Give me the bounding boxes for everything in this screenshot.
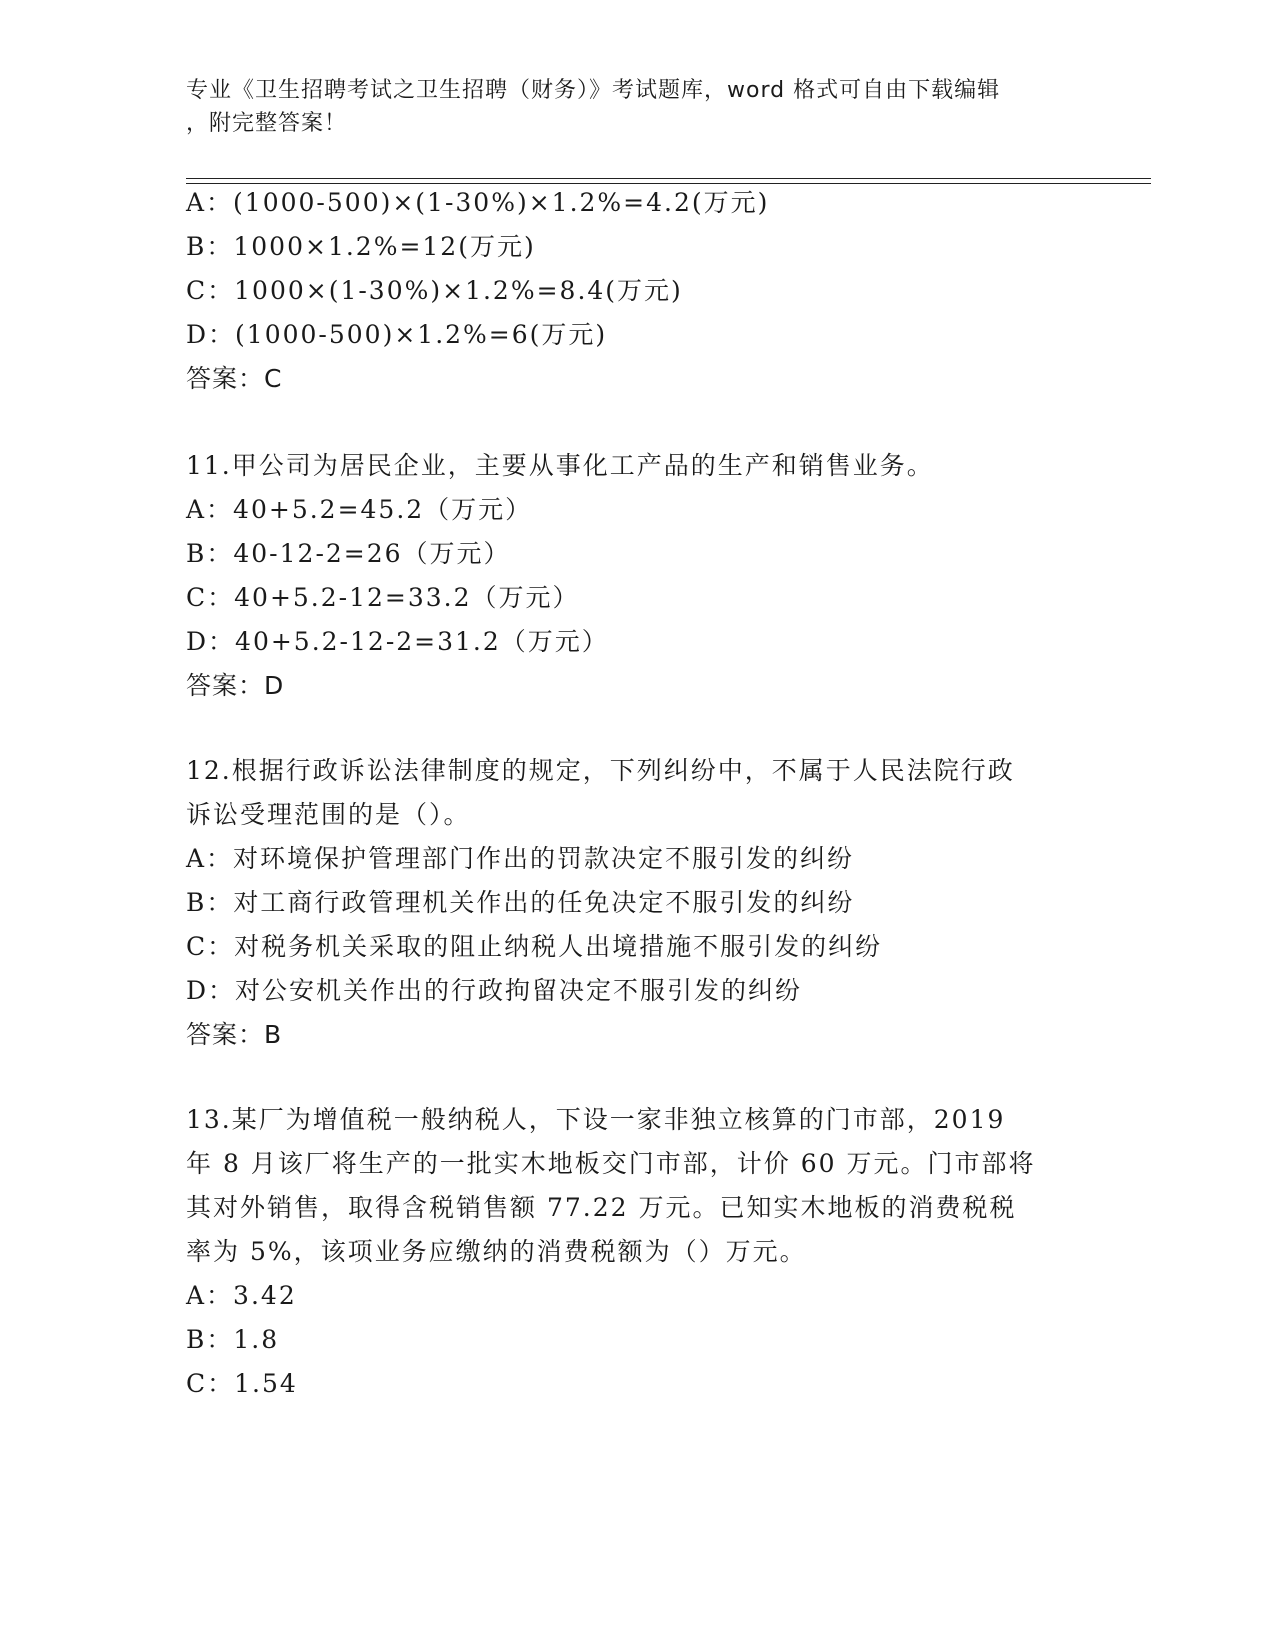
header-line-2: ，附完整答案！ — [186, 111, 348, 136]
q13-stem-line-3: 其对外销售，取得含税销售额 77.22 万元。已知实木地板的消费税税 — [186, 1193, 1017, 1222]
q10-option-a: A：(1000-500)×(1-30%)×1.2%=4.2(万元) — [186, 188, 770, 217]
header-line-1: 专业《卫生招聘考试之卫生招聘（财务）》考试题库，word 格式可自由下载编辑 — [186, 78, 1001, 103]
header-divider-bottom — [186, 183, 1151, 184]
q10-option-d: D：(1000-500)×1.2%=6(万元) — [186, 320, 608, 349]
q11-stem: 11.甲公司为居民企业，主要从事化工产品的生产和销售业务。 — [186, 451, 934, 480]
q12-stem-line-1: 12.根据行政诉讼法律制度的规定，下列纠纷中，不属于人民法院行政 — [186, 756, 1015, 785]
q10-answer: 答案：C — [186, 364, 283, 393]
q13-stem-line-2: 年 8 月该厂将生产的一批实木地板交门市部，计价 60 万元。门市部将 — [186, 1149, 1036, 1178]
document-header — [186, 74, 1086, 140]
q13-stem-line-1: 13.某厂为增值税一般纳税人，下设一家非独立核算的门市部，2019 — [186, 1105, 1006, 1134]
q10-option-b: B：1000×1.2%=12(万元) — [186, 232, 536, 261]
q13-option-b: B：1.8 — [186, 1325, 280, 1354]
q11-option-d: D：40+5.2-12-2=31.2（万元） — [186, 627, 609, 656]
q11-option-a: A：40+5.2=45.2（万元） — [186, 495, 533, 524]
q12-stem-line-2: 诉讼受理范围的是（）。 — [186, 800, 471, 829]
q11-answer: 答案：D — [186, 671, 285, 700]
q12-answer: 答案：B — [186, 1020, 283, 1049]
q11-option-c: C：40+5.2-12=33.2（万元） — [186, 583, 580, 612]
q13-option-c: C：1.54 — [186, 1369, 298, 1398]
q11-option-b: B：40-12-2=26（万元） — [186, 539, 511, 568]
q12-option-c: C：对税务机关采取的阻止纳税人出境措施不服引发的纠纷 — [186, 932, 883, 961]
q13-option-a: A：3.42 — [186, 1281, 297, 1310]
q12-option-b: B：对工商行政管理机关作出的任免决定不服引发的纠纷 — [186, 888, 855, 917]
q13-stem-line-4: 率为 5%，该项业务应缴纳的消费税额为（）万元。 — [186, 1237, 807, 1266]
q12-option-a: A：对环境保护管理部门作出的罚款决定不服引发的纠纷 — [186, 844, 855, 873]
header-divider-top — [186, 178, 1151, 179]
q10-option-c: C：1000×(1-30%)×1.2%=8.4(万元) — [186, 276, 683, 305]
q12-option-d: D：对公安机关作出的行政拘留决定不服引发的纠纷 — [186, 976, 803, 1005]
